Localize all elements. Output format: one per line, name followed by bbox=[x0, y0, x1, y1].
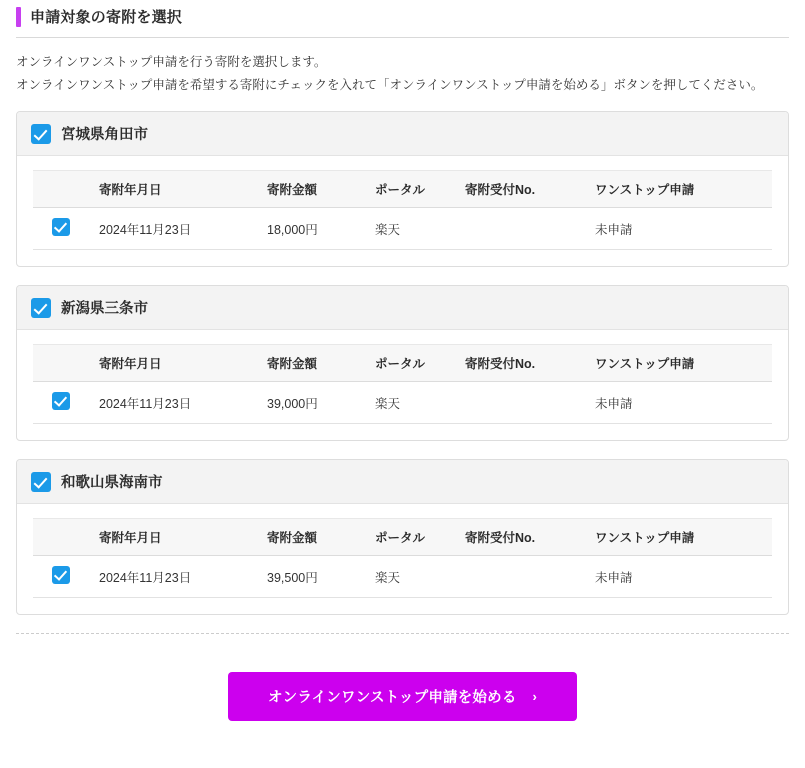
municipality-checkbox[interactable] bbox=[31, 472, 51, 492]
title-accent-bar bbox=[16, 7, 21, 27]
donation-checkbox[interactable] bbox=[52, 566, 70, 584]
municipality-name: 新潟県三条市 bbox=[61, 301, 148, 318]
section-divider bbox=[16, 633, 789, 634]
donation-table-wrap bbox=[17, 330, 788, 440]
table-row bbox=[33, 556, 772, 598]
column-header-portal: ポータル bbox=[365, 345, 455, 382]
column-header-check bbox=[33, 345, 89, 382]
table-header-row bbox=[33, 519, 772, 556]
table-body bbox=[33, 382, 772, 424]
column-header-date: 寄附年月日 bbox=[89, 171, 257, 208]
column-header-amount: 寄附金額 bbox=[257, 345, 365, 382]
column-header-receipt-no: 寄附受付No. bbox=[455, 171, 585, 208]
column-header-portal: ポータル bbox=[365, 171, 455, 208]
cell-portal: 楽天 bbox=[365, 382, 455, 424]
municipality-checkbox[interactable] bbox=[31, 298, 51, 318]
column-header-onestop: ワンストップ申請 bbox=[585, 519, 772, 556]
table-head bbox=[33, 519, 772, 556]
row-checkbox-cell[interactable] bbox=[33, 208, 89, 250]
table-row bbox=[33, 208, 772, 250]
intro-line-1: オンラインワンストップ申請を行う寄附を選択します。 bbox=[16, 55, 327, 69]
cell-portal: 楽天 bbox=[365, 556, 455, 598]
intro-line-2: オンラインワンストップ申請を希望する寄附にチェックを入れて「オンラインワンストップ申請を始める」ボタンを押してください。 bbox=[16, 78, 764, 93]
cell-onestop-status: 未申請 bbox=[585, 556, 772, 598]
column-header-portal: ポータル bbox=[365, 519, 455, 556]
municipality-header[interactable] bbox=[17, 286, 788, 330]
donation-card bbox=[16, 285, 789, 441]
column-header-receipt-no: 寄附受付No. bbox=[455, 345, 585, 382]
page-header bbox=[16, 6, 789, 38]
start-online-onestop-button[interactable] bbox=[228, 672, 577, 721]
table-header-row bbox=[33, 171, 772, 208]
footer-actions bbox=[0, 672, 805, 721]
donation-card bbox=[16, 111, 789, 267]
column-header-date: 寄附年月日 bbox=[89, 345, 257, 382]
column-header-check bbox=[33, 171, 89, 208]
municipality-name: 和歌山県海南市 bbox=[61, 475, 163, 492]
cell-onestop-status: 未申請 bbox=[585, 208, 772, 250]
donation-checkbox[interactable] bbox=[52, 392, 70, 410]
table-head bbox=[33, 345, 772, 382]
column-header-amount: 寄附金額 bbox=[257, 171, 365, 208]
donation-card bbox=[16, 459, 789, 615]
table-body bbox=[33, 556, 772, 598]
column-header-receipt-no: 寄附受付No. bbox=[455, 519, 585, 556]
cell-portal: 楽天 bbox=[365, 208, 455, 250]
donation-table-wrap bbox=[17, 504, 788, 614]
page-title: 申請対象の寄附を選択 bbox=[30, 9, 183, 26]
cell-amount: 39,500円 bbox=[257, 556, 365, 598]
cell-amount: 39,000円 bbox=[257, 382, 365, 424]
cell-date: 2024年11月23日 bbox=[89, 208, 257, 250]
row-checkbox-cell[interactable] bbox=[33, 556, 89, 598]
table-row bbox=[33, 382, 772, 424]
cell-onestop-status: 未申請 bbox=[585, 382, 772, 424]
cell-amount: 18,000円 bbox=[257, 208, 365, 250]
intro-text bbox=[16, 51, 789, 97]
donation-table-wrap bbox=[17, 156, 788, 266]
cell-receipt-no bbox=[455, 382, 585, 424]
table-head bbox=[33, 171, 772, 208]
donation-table bbox=[33, 518, 772, 598]
table-header-row bbox=[33, 345, 772, 382]
column-header-onestop: ワンストップ申請 bbox=[585, 345, 772, 382]
cell-date: 2024年11月23日 bbox=[89, 382, 257, 424]
column-header-onestop: ワンストップ申請 bbox=[585, 171, 772, 208]
donation-checkbox[interactable] bbox=[52, 218, 70, 236]
municipality-header[interactable] bbox=[17, 112, 788, 156]
chevron-right-icon: › bbox=[532, 689, 538, 705]
donation-table bbox=[33, 170, 772, 250]
municipality-checkbox[interactable] bbox=[31, 124, 51, 144]
row-checkbox-cell[interactable] bbox=[33, 382, 89, 424]
municipality-name: 宮城県角田市 bbox=[61, 127, 148, 144]
cell-receipt-no bbox=[455, 556, 585, 598]
cell-date: 2024年11月23日 bbox=[89, 556, 257, 598]
column-header-date: 寄附年月日 bbox=[89, 519, 257, 556]
column-header-amount: 寄附金額 bbox=[257, 519, 365, 556]
table-body bbox=[33, 208, 772, 250]
donation-card-list bbox=[16, 111, 789, 615]
column-header-check bbox=[33, 519, 89, 556]
municipality-header[interactable] bbox=[17, 460, 788, 504]
donation-table bbox=[33, 344, 772, 424]
cell-receipt-no bbox=[455, 208, 585, 250]
cta-label: オンラインワンストップ申請を始める bbox=[267, 690, 517, 707]
